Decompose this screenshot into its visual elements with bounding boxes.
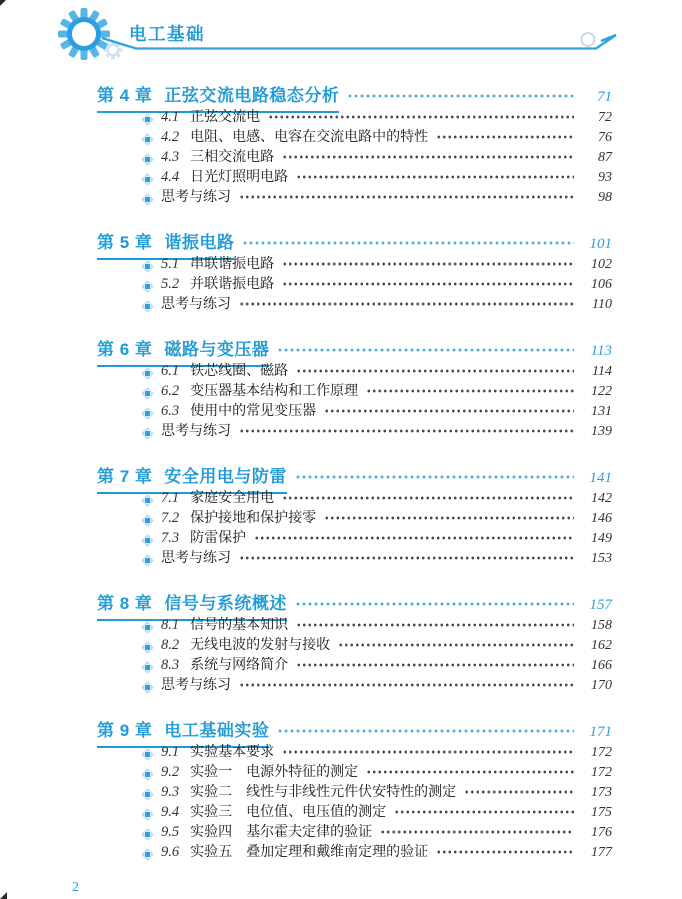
section-page-number: 153 — [591, 551, 612, 566]
table-of-contents — [0, 70, 682, 862]
section-title: 信号的基本知识 — [190, 618, 289, 633]
dot-leader — [324, 401, 574, 415]
section-title: 使用中的常见变压器 — [190, 404, 317, 419]
toc-section-row — [141, 782, 612, 802]
section-number: 9.5 — [161, 824, 180, 840]
section-page-number: 93 — [598, 170, 612, 185]
toc-section-row — [141, 421, 612, 441]
toc-section-row — [141, 508, 612, 528]
toc-chapter — [97, 228, 612, 314]
dot-leader — [295, 468, 574, 482]
dot-leader — [296, 167, 574, 181]
chapter-row — [97, 81, 612, 107]
header-decoration — [0, 0, 682, 70]
diamond-bullet-icon — [141, 494, 154, 507]
section-number: 8.1 — [161, 617, 180, 633]
section-title: 实验五 叠加定理和戴维南定理的验证 — [190, 845, 429, 860]
section-page-number: 173 — [591, 785, 612, 800]
section-title: 电阻、电感、电容在交流电路中的特性 — [190, 130, 429, 145]
chapter-sections — [97, 615, 612, 695]
scan-artifact-corner — [0, 892, 7, 899]
diamond-bullet-icon — [141, 133, 154, 146]
section-title: 无线电波的发射与接收 — [190, 638, 331, 653]
section-number: 9.3 — [161, 784, 180, 800]
section-page-number: 110 — [592, 297, 612, 312]
chapter-sections — [97, 254, 612, 314]
chapter-row — [97, 462, 612, 488]
header-flourish-circle — [582, 33, 595, 46]
section-title: 变压器基本结构和工作原理 — [190, 384, 359, 399]
diamond-bullet-icon — [141, 427, 154, 440]
section-page-number: 76 — [598, 130, 612, 145]
toc-section-row — [141, 127, 612, 147]
dot-leader — [282, 254, 574, 268]
chapter-title: 安全用电与防雷 — [164, 467, 287, 486]
section-title: 正弦交流电 — [190, 110, 261, 125]
section-title: 三相交流电路 — [190, 150, 275, 165]
chapter-label: 第 4 章 — [97, 86, 153, 105]
section-number: 4.2 — [161, 129, 180, 145]
section-number: 5.2 — [161, 276, 180, 292]
chapter-label: 第 7 章 — [97, 467, 153, 486]
toc-section-row — [141, 361, 612, 381]
section-number: 9.2 — [161, 764, 180, 780]
section-title: 实验三 电位值、电压值的测定 — [190, 805, 387, 820]
chapter-page-number: 171 — [589, 724, 612, 740]
diamond-bullet-icon — [141, 828, 154, 841]
dot-leader — [239, 421, 574, 435]
diamond-bullet-icon — [141, 367, 154, 380]
diamond-bullet-icon — [141, 554, 154, 567]
dot-leader — [296, 655, 574, 669]
diamond-bullet-icon — [141, 641, 154, 654]
chapter-row — [97, 228, 612, 254]
section-number: 8.2 — [161, 637, 180, 653]
section-title: 串联谐振电路 — [190, 257, 275, 272]
chapter-page-number: 157 — [589, 597, 612, 613]
chapter-sections — [97, 361, 612, 441]
dot-leader — [239, 187, 574, 201]
chapter-title: 电工基础实验 — [164, 721, 270, 740]
toc-section-row — [141, 802, 612, 822]
dot-leader — [338, 635, 574, 649]
diamond-bullet-icon — [141, 534, 154, 547]
diamond-bullet-icon — [141, 173, 154, 186]
section-title: 思考与练习 — [161, 551, 231, 566]
section-title: 思考与练习 — [161, 297, 231, 312]
section-page-number: 87 — [598, 150, 612, 165]
dot-leader — [324, 508, 574, 522]
section-page-number: 142 — [591, 491, 612, 506]
dot-leader — [436, 842, 574, 856]
diamond-bullet-icon — [141, 153, 154, 166]
diamond-bullet-icon — [141, 387, 154, 400]
section-page-number: 162 — [591, 638, 612, 653]
section-page-number: 131 — [591, 404, 612, 419]
section-number: 9.1 — [161, 744, 180, 760]
diamond-bullet-icon — [141, 768, 154, 781]
scan-artifact-corner — [0, 0, 6, 6]
toc-section-row — [141, 274, 612, 294]
diamond-bullet-icon — [141, 514, 154, 527]
chapter-page-number: 101 — [589, 236, 612, 252]
gear-icon — [58, 8, 110, 60]
section-number: 4.3 — [161, 149, 180, 165]
section-number: 4.1 — [161, 109, 180, 125]
folio-page-number: 2 — [72, 880, 79, 895]
section-page-number: 102 — [591, 257, 612, 272]
section-title: 实验一 电源外特征的测定 — [190, 765, 359, 780]
dot-leader — [239, 548, 574, 562]
toc-section-row — [141, 615, 612, 635]
diamond-bullet-icon — [141, 788, 154, 801]
dot-leader — [282, 742, 574, 756]
chapter-row — [97, 335, 612, 361]
chapter-label: 第 5 章 — [97, 233, 153, 252]
toc-chapter — [97, 81, 612, 207]
section-page-number: 72 — [598, 110, 612, 125]
page-header — [0, 0, 682, 70]
chapter-title: 谐振电路 — [164, 233, 235, 252]
dot-leader — [436, 127, 574, 141]
section-title: 系统与网络简介 — [190, 658, 289, 673]
section-number: 5.1 — [161, 256, 180, 272]
toc-section-row — [141, 742, 612, 762]
section-title: 铁芯线圈、磁路 — [190, 364, 289, 379]
section-page-number: 146 — [591, 511, 612, 526]
diamond-bullet-icon — [141, 808, 154, 821]
section-page-number: 139 — [591, 424, 612, 439]
toc-section-row — [141, 655, 612, 675]
section-page-number: 175 — [591, 805, 612, 820]
toc-section-row — [141, 488, 612, 508]
section-title: 思考与练习 — [161, 424, 231, 439]
section-number: 9.4 — [161, 804, 180, 820]
chapter-page-number: 71 — [597, 89, 612, 105]
section-number: 8.3 — [161, 657, 180, 673]
toc-section-row — [141, 548, 612, 568]
book-title: 电工基础 — [129, 24, 205, 44]
toc-chapter — [97, 335, 612, 441]
toc-chapter — [97, 462, 612, 568]
section-page-number: 122 — [591, 384, 612, 399]
diamond-bullet-icon — [141, 407, 154, 420]
dot-leader — [282, 147, 574, 161]
chapter-row — [97, 589, 612, 615]
dot-leader — [254, 528, 574, 542]
diamond-bullet-icon — [141, 280, 154, 293]
dot-leader — [347, 87, 574, 101]
toc-section-row — [141, 107, 612, 127]
diamond-bullet-icon — [141, 621, 154, 634]
section-page-number: 172 — [591, 765, 612, 780]
chapter-row — [97, 716, 612, 742]
section-title: 日光灯照明电路 — [190, 170, 289, 185]
toc-section-row — [141, 254, 612, 274]
dot-leader — [464, 782, 574, 796]
toc-section-row — [141, 842, 612, 862]
dot-leader — [242, 234, 574, 248]
dot-leader — [268, 107, 574, 121]
chapter-title: 正弦交流电路稳态分析 — [164, 86, 340, 105]
toc-chapter — [97, 589, 612, 695]
toc-section-row — [141, 147, 612, 167]
section-title: 家庭安全用电 — [190, 491, 275, 506]
chapter-label: 第 6 章 — [97, 340, 153, 359]
chapter-page-number: 113 — [590, 343, 612, 359]
section-title: 思考与练习 — [161, 678, 231, 693]
chapter-title: 信号与系统概述 — [164, 594, 287, 613]
chapter-title: 磁路与变压器 — [164, 340, 270, 359]
section-page-number: 98 — [598, 190, 612, 205]
dot-leader — [295, 595, 574, 609]
toc-section-row — [141, 822, 612, 842]
section-page-number: 114 — [592, 364, 612, 379]
toc-section-row — [141, 187, 612, 207]
toc-section-row — [141, 401, 612, 421]
section-page-number: 149 — [591, 531, 612, 546]
dot-leader — [282, 488, 574, 502]
section-title: 防雷保护 — [190, 531, 247, 546]
diamond-bullet-icon — [141, 113, 154, 126]
dot-leader — [366, 381, 574, 395]
chapter-sections — [97, 488, 612, 568]
section-number: 7.3 — [161, 530, 180, 546]
chapter-sections — [97, 107, 612, 207]
section-title: 保护接地和保护接零 — [190, 511, 317, 526]
section-title: 实验基本要求 — [190, 745, 275, 760]
dot-leader — [380, 822, 574, 836]
toc-section-row — [141, 167, 612, 187]
chapter-label: 第 8 章 — [97, 594, 153, 613]
dot-leader — [296, 615, 574, 629]
chapter-sections — [97, 742, 612, 862]
toc-section-row — [141, 381, 612, 401]
toc-section-row — [141, 762, 612, 782]
dot-leader — [239, 294, 574, 308]
dot-leader — [296, 361, 574, 375]
section-number: 6.3 — [161, 403, 180, 419]
diamond-bullet-icon — [141, 260, 154, 273]
toc-section-row — [141, 675, 612, 695]
chapter-label: 第 9 章 — [97, 721, 153, 740]
diamond-bullet-icon — [141, 748, 154, 761]
section-number: 9.6 — [161, 844, 180, 860]
dot-leader — [366, 762, 574, 776]
dot-leader — [394, 802, 574, 816]
section-title: 思考与练习 — [161, 190, 231, 205]
section-number: 6.2 — [161, 383, 180, 399]
section-title: 并联谐振电路 — [190, 277, 275, 292]
section-number: 4.4 — [161, 169, 180, 185]
diamond-bullet-icon — [141, 300, 154, 313]
section-page-number: 177 — [591, 845, 612, 860]
section-number: 7.2 — [161, 510, 180, 526]
section-page-number: 106 — [591, 277, 612, 292]
diamond-bullet-icon — [141, 681, 154, 694]
dot-leader — [277, 341, 574, 355]
dot-leader — [239, 675, 574, 689]
dot-leader — [277, 722, 574, 736]
section-title: 实验四 基尔霍夫定律的验证 — [190, 825, 373, 840]
toc-section-row — [141, 294, 612, 314]
section-page-number: 166 — [591, 658, 612, 673]
section-page-number: 172 — [591, 745, 612, 760]
dot-leader — [282, 274, 574, 288]
toc-section-row — [141, 635, 612, 655]
diamond-bullet-icon — [141, 661, 154, 674]
section-page-number: 176 — [591, 825, 612, 840]
toc-section-row — [141, 528, 612, 548]
chapter-page-number: 141 — [589, 470, 612, 486]
section-title: 实验二 线性与非线性元件伏安特性的测定 — [190, 785, 457, 800]
diamond-bullet-icon — [141, 848, 154, 861]
section-page-number: 170 — [591, 678, 612, 693]
section-page-number: 158 — [591, 618, 612, 633]
toc-chapter — [97, 716, 612, 862]
section-number: 6.1 — [161, 363, 180, 379]
section-number: 7.1 — [161, 490, 180, 506]
diamond-bullet-icon — [141, 193, 154, 206]
